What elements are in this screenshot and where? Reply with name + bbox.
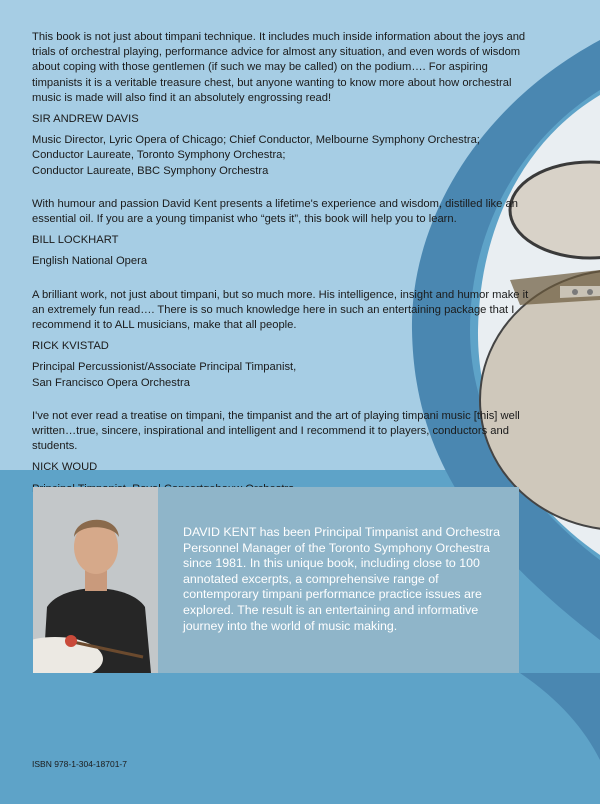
quote-text: A brilliant work, not just about timpani, but so much more. His intelligence, insight and humor make it an extremely fun read…. There is so much knowledge here in such an entertaining package that I recommend it to ALL musicians, make that all people. <box>32 288 529 332</box>
testimonials <box>32 30 532 515</box>
author-bio-text: DAVID KENT has been Principal Timpanist and Orchestra Personnel Manager of the Toronto Symphony Orchestra since 1981. In this unique book, including close to 100 annotated excerpts, a comprehensive range of contemporary timpani performance practice issues are explored. The result is an entertaining and informative journey into the world of music making. <box>183 525 501 633</box>
quote-author: BILL LOCKHART <box>32 234 119 247</box>
testimonial <box>32 409 532 497</box>
isbn-number: ISBN 978-1-304-18701-7 <box>32 759 127 769</box>
quote-author: NICK WOUD <box>32 461 98 474</box>
quote-text: This book is not just about timpani technique. It includes much inside information about the joys and trials of orchestral playing, performance advice for almost any situation, and even words of wisdom about coping with those gentlemen (if such we may be called) on the podium…. For aspiring timpanists it is a veritable treasure chest, but anyone wanting to know more about how orchestral music is made will also find it an absolutely engrossing read! <box>32 31 526 104</box>
testimonial <box>32 30 532 179</box>
quote-text: With humour and passion David Kent presents a lifetime's experience and wisdom, distilled like an essential oil. If you are a young timpanist who “gets it”, this book will help you to learn. <box>32 197 518 226</box>
quote-author: RICK KVISTAD <box>32 340 109 353</box>
testimonial <box>32 288 532 391</box>
author-photo <box>33 487 158 673</box>
testimonial <box>32 197 532 270</box>
quote-text: I've not ever read a treatise on timpani, the timpanist and the art of playing timpani music [this] well written…true, sincere, inspirational and intelligent and I recommend it to players, conductors and students. <box>32 409 520 453</box>
quote-author-role: Principal Percussionist/Associate Principal Timpanist, San Francisco Opera Orchestra <box>32 361 297 389</box>
quote-author-role: English National Opera <box>32 255 148 268</box>
quote-author: SIR ANDREW DAVIS <box>32 113 139 126</box>
author-bio-panel <box>33 487 519 673</box>
quote-author-role: Music Director, Lyric Opera of Chicago; Chief Conductor, Melbourne Symphony Orchestra; Conductor Laureate, Toronto Symphony Orchestra; Conductor Laureate, BBC Symphony Orchestra <box>32 134 480 177</box>
